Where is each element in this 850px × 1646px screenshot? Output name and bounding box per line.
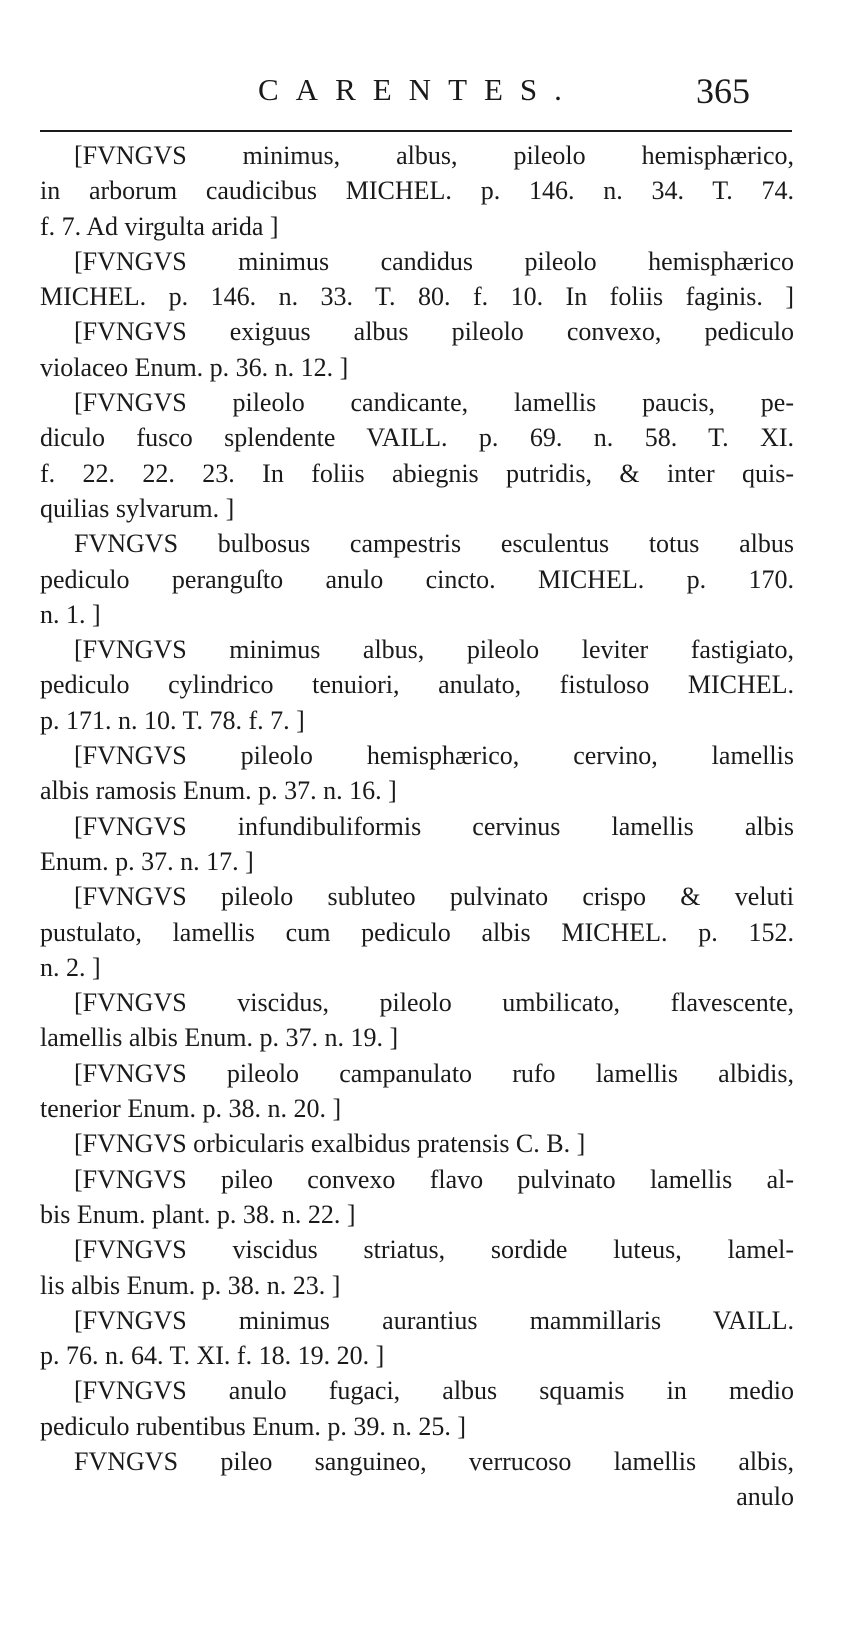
text-line: [FVNGVS pileolo campanulato rufo lamellis albidis, <box>74 1058 794 1088</box>
text-line: FVNGVS pileo sanguineo, verrucoso lamellis albis, <box>74 1446 794 1476</box>
header-rule <box>40 130 792 132</box>
text-line: [FVNGVS minimus, albus, pileolo hemisphærico, <box>74 141 794 170</box>
text-line: [FVNGVS minimus aurantius mammillaris VAILL. <box>74 1305 794 1335</box>
running-head <box>0 66 850 116</box>
text-line: [FVNGVS exiguus albus pileolo convexo, pediculo <box>74 317 794 347</box>
running-title: CARENTES. <box>258 72 579 107</box>
text-line: pediculo rubentibus Enum. p. 39. n. 25. ] <box>40 1411 467 1441</box>
text-line: f. 7. Ad virgulta arida ] <box>40 211 279 241</box>
text-line: [FVNGVS minimus albus, pileolo leviter fastigiato, <box>74 635 794 665</box>
text-line: albis ramosis Enum. p. 37. n. 16. ] <box>40 776 397 806</box>
text-line: [FVNGVS pileolo subluteo pulvinato crispo & veluti <box>74 882 794 912</box>
text-line: [FVNGVS anulo fugaci, albus squamis in medio <box>74 1376 794 1406</box>
text-line: [FVNGVS viscidus striatus, sordide luteus, lamel- <box>74 1235 794 1265</box>
text-line: diculo fusco splendente VAILL. p. 69. n. 58. T. XI. <box>40 423 794 453</box>
text-line: pustulato, lamellis cum pediculo albis MICHEL. p. 152. <box>40 917 794 947</box>
text-line: pediculo peranguſto anulo cincto. MICHEL. p. 170. <box>40 564 794 594</box>
text-line: Enum. p. 37. n. 17. ] <box>40 846 254 876</box>
text-line: [FVNGVS viscidus, pileolo umbilicato, flavescente, <box>74 988 794 1018</box>
text-line: [FVNGVS minimus candidus pileolo hemisphærico <box>74 246 794 276</box>
text-line: bis Enum. plant. p. 38. n. 22. ] <box>40 1199 356 1229</box>
text-line: [FVNGVS infundibuliformis cervinus lamellis albis <box>74 811 794 841</box>
text-line: FVNGVS bulbosus campestris esculentus totus albus <box>74 529 794 559</box>
text-line: n. 1. ] <box>40 599 101 629</box>
page-number: 365 <box>696 71 750 111</box>
text-line: n. 2. ] <box>40 952 101 982</box>
text-line: f. 22. 22. 23. In foliis abiegnis putridis, & inter quis- <box>40 458 794 488</box>
text-line: [FVNGVS orbicularis exalbidus pratensis C. B. ] <box>74 1129 586 1159</box>
text-line: quilias sylvarum. ] <box>40 493 235 523</box>
text-line: pediculo cylindrico tenuiori, anulato, fistuloso MICHEL. <box>40 670 794 700</box>
text-line: violaceo Enum. p. 36. n. 12. ] <box>40 352 349 382</box>
text-line: in arborum caudicibus MICHEL. p. 146. n. 34. T. 74. <box>40 176 794 206</box>
text-line: p. 76. n. 64. T. XI. f. 18. 19. 20. ] <box>40 1341 385 1371</box>
body-text <box>40 138 794 1515</box>
text-line: lamellis albis Enum. p. 37. n. 19. ] <box>40 1023 399 1053</box>
text-line: [FVNGVS pileo convexo flavo pulvinato lamellis al- <box>74 1164 794 1194</box>
text-line: p. 171. n. 10. T. 78. f. 7. ] <box>40 705 305 735</box>
catchword: anulo <box>736 1482 794 1512</box>
text-line: MICHEL. p. 146. n. 33. T. 80. f. 10. In foliis faginis. ] <box>40 282 794 312</box>
text-line: tenerior Enum. p. 38. n. 20. ] <box>40 1094 342 1124</box>
text-line: [FVNGVS pileolo hemisphærico, cervino, lamellis <box>74 741 794 771</box>
text-line: [FVNGVS pileolo candicante, lamellis paucis, pe- <box>74 388 794 418</box>
text-line: lis albis Enum. p. 38. n. 23. ] <box>40 1270 341 1300</box>
